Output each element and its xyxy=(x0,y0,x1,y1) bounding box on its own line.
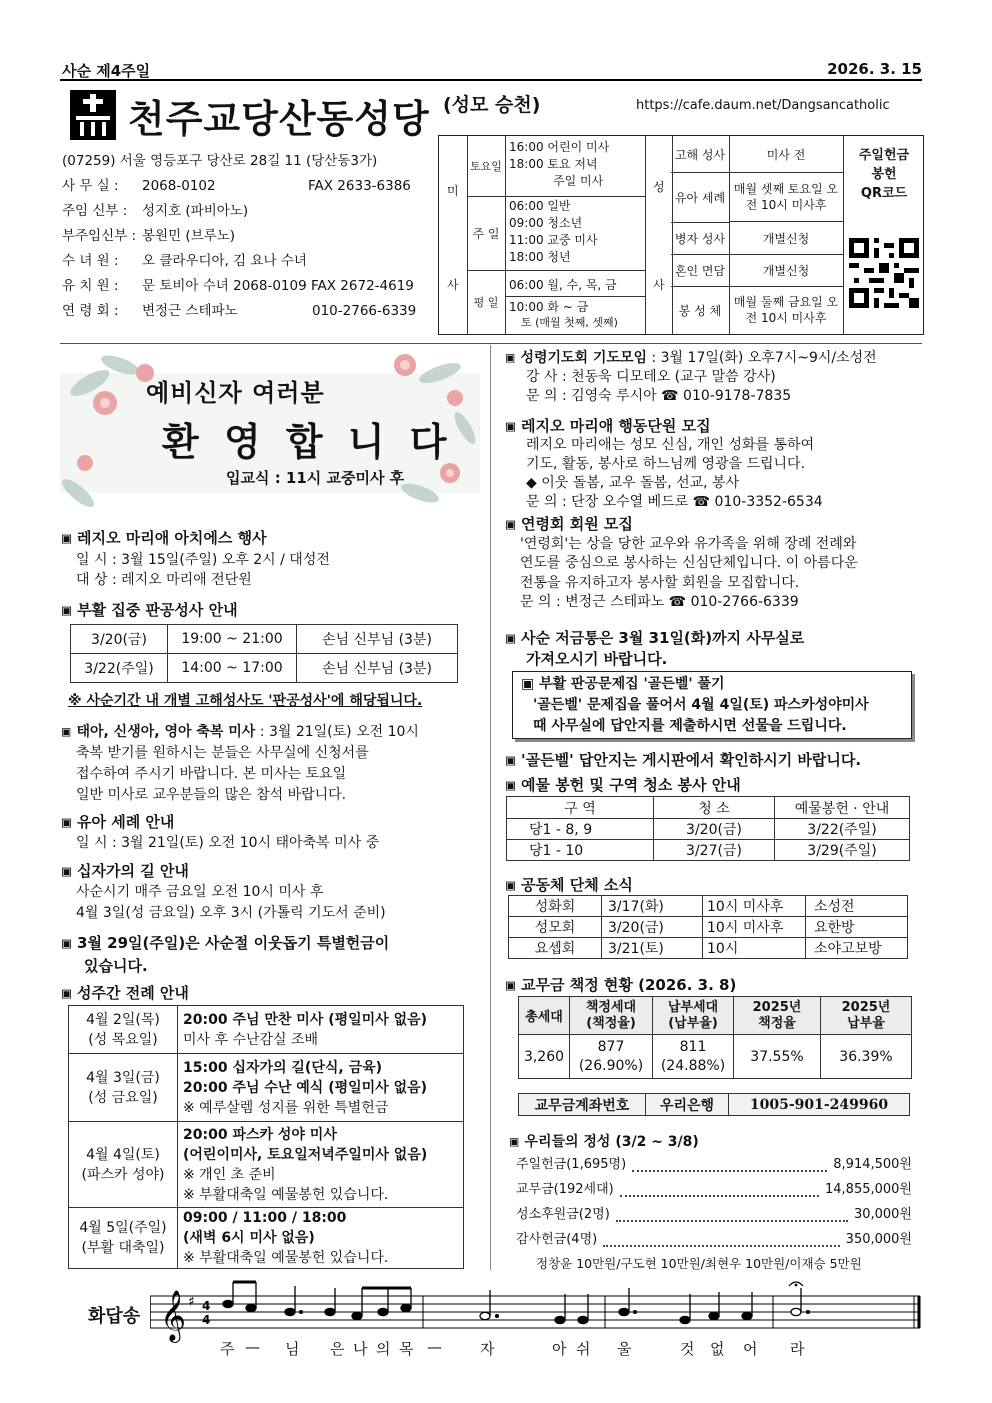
confession-table: 3/20(금) 19:00 ~ 21:00 손님 신부님 (3분) 3/22(주일) 14:00 ~ 17:00 손님 신부님 (3분) xyxy=(70,624,458,683)
address-line: (07259) 서울 영등포구 당산로 28길 11 (당산동3가) xyxy=(62,153,378,169)
column-divider xyxy=(490,345,491,1270)
thanks-donors: 정창윤 10만원/구도현 10만원/최현우 10만원/이재승 5만원 xyxy=(536,1256,862,1271)
lent-box-notice: ▣ 사순 저금통은 3월 31일(화)까지 사무실로 가져오시기 바랍니다. xyxy=(506,629,805,668)
convent-line: 수 녀 원 : 오 클라우디아, 김 요나 수녀 xyxy=(62,253,307,269)
svg-text:♯: ♯ xyxy=(188,1294,195,1310)
sunday-label: 주 일 xyxy=(467,196,506,270)
parish-logo-icon xyxy=(70,90,116,140)
community-table: 성화회 3/17(화) 10시 미사후 소성전 성모회 3/20(금) 10시 미사후 요한방 요셉회 3/21(토) 10시 소야고보방 xyxy=(508,895,908,959)
parish-info xyxy=(62,149,432,324)
spirit-section: ▣ 성령기도회 기도모임 : 3월 17일(화) 오후7시~9시/소성전 강 사 : 천동욱 디모테오 (교구 말씀 강사) 문 의 : 김영숙 루시아 ☎ 010-9178-7835 xyxy=(506,350,877,404)
dues-title: ▣ 교무금 책정 현황 (2026. 3. 8) xyxy=(506,976,737,994)
weekday-mass-2: 10:00 화 ~ 금 토 (매월 첫째, 셋째) xyxy=(509,300,618,329)
account-table: 교무금계좌번호 우리은행 1005-901-249960 xyxy=(518,1093,910,1116)
sacrament-list: 고해 성사 미사 전 유아 세례 매월 셋째 토요일 오전 10시 미사후 병자 성사 개별신청 혼인 면담 개별신청 봉 성 체 매월 둘째 금요일 오전 10시 미사후 xyxy=(671,136,843,334)
psalm-lyrics: 주 — 님 은 나 의 목 — 자 아 쉬 울 것 없 어 라 xyxy=(220,1338,805,1358)
saturday-masses: 16:00 어린이 미사 18:00 토요 저녁 주일 미사 xyxy=(509,140,610,188)
golden-bell-answer: ▣ '골든벨' 답안지는 게시판에서 확인하시기 바랍니다. xyxy=(506,751,862,769)
baptism-section: ▣ 유아 세례 안내 일 시 : 3월 21일(토) 오전 10시 태아축복 미사 중 xyxy=(62,813,380,851)
cross-section: ▣ 십자가의 길 안내 사순시기 매주 금요일 오전 10시 미사 후 4월 3일(성 금요일) 오후 3시 (가톨릭 기도서 준비) xyxy=(62,862,386,921)
holyweek-title: ▣ 성주간 전례 안내 xyxy=(62,984,189,1002)
parish-name: 천주교당산동성당 xyxy=(128,97,430,141)
qr-code-icon[interactable] xyxy=(849,238,919,308)
acies-title: ▣ 레지오 마리애 아치에스 행사 xyxy=(62,529,267,547)
svg-text:𝄞: 𝄞 xyxy=(160,1290,187,1341)
office-line: 사 무 실 : 2068-0102 FAX 2633-6386 xyxy=(62,178,411,194)
psalm-label: 화답송 xyxy=(88,1306,141,1327)
week-label: 사순 제4주일 xyxy=(62,62,151,80)
golden-bell-box: ▣ 부활 판공문제집 '골든벨' 풀기 '골든벨' 문제집을 풀어서 4월 4일(토) 파스카성야미사 때 사무실에 답안지를 제출하시면 선물을 드립니다. xyxy=(512,671,912,739)
holyweek-table: 4월 2일(목) (성 목요일) 20:00 주님 만찬 미사 (평일미사 없음) 미사 후 수난감실 조배 4월 3일(금) (성 금요일) 15:00 십자가의 길(단식, 금육) 20:00 주님 수난 예식 (평일미사 없음) ※ 예루살렘 성지를 위한 특별헌금 4월 4일(토) (파스카 성야) 20:00 파스카 성야 미사 (어린이미사, 토요일저녁주일미사 없음) ※ 개인 초 준비 ※ 부활대축일 예물봉헌 있습니다. 4월 5일(주일) (부활 대축일) 09:00 / 11:00 / 18:00 (새벽 6시 미사 없음) ※ 부활대축일 예물봉헌 있습니다. xyxy=(68,1005,464,1269)
legio-section: ▣ 레지오 마리애 행동단원 모집 레지오 마리애는 성모 신심, 개인 성화를 통하여 기도, 활동, 봉사로 하느님께 영광을 드립니다. ◆ 이웃 돌봄, 교우 돌봄, 선교, 봉사 문 의 : 단장 오수열 베드로 ☎ 010-3352-6534 xyxy=(506,417,823,510)
acies-time: 일 시 : 3월 15일(주일) 오후 2시 / 대성전 xyxy=(76,552,330,568)
dues-table: 총세대 책정세대 (책정율) 납부세대 (납부율) 2025년 책정율 2025년 납부율 3,260 877 (26.90%) 811 (24.88%) 37.55% 36.39% xyxy=(518,996,912,1079)
offering-table: 구 역 청 소 예물봉헌 · 안내 당1 - 8, 9 3/20(금) 3/22(주일) 당1 - 10 3/27(금) 3/29(주일) xyxy=(506,796,910,861)
kindergarten-line: 유 치 원 : 문 토비아 수녀 2068-0109 FAX 2672-4619 xyxy=(62,278,414,294)
special-collection: ▣ 3월 29일(주일)은 사순절 이웃돕기 특별헌금이 있습니다. xyxy=(62,934,390,975)
saturday-label: 토요일 xyxy=(467,136,506,197)
welcome-line3: 입교식 : 11시 교중미사 후 xyxy=(226,469,405,487)
welcome-line1: 예비신자 여러분 xyxy=(146,379,325,407)
blessing-section: ▣ 태아, 신생아, 영아 축복 미사 : 3월 21일(토) 오전 10시 축복 받기를 원하시는 분들은 사무실에 신청서를 접수하여 주시기 바랍니다. 본 미사는 토요일 일반 미사로 교우분들의 많은 참석 바랍니다. xyxy=(62,724,419,803)
mass-side-label: 미 사 xyxy=(439,136,468,334)
acies-target: 대 상 : 레지오 마리애 전단원 xyxy=(76,572,252,588)
community-title: ▣ 공동체 단체 소식 xyxy=(506,876,633,894)
sunday-masses: 06:00 일반 09:00 청소년 11:00 교중 미사 18:00 청년 xyxy=(509,199,598,264)
confession-note: ※ 사순기간 내 개별 고해성사도 '판공성사'에 해당됩니다. xyxy=(68,693,423,709)
giving-title: ▣ 우리들의 정성 (3/2 ~ 3/8) xyxy=(510,1134,699,1150)
offering-title: ▣ 예물 봉헌 및 구역 청소 봉사 안내 xyxy=(506,776,741,794)
weekday-label: 평 일 xyxy=(467,270,506,334)
welcome-banner xyxy=(60,343,480,523)
weekday-mass-1: 06:00 월, 수, 목, 금 xyxy=(509,278,617,292)
sacrament-side-label: 성 사 xyxy=(645,136,673,334)
yeonryeong-section: ▣ 연령회 회원 모집 '연령회'는 상을 당한 교우와 유가족을 위해 장례 전례와 연도를 중심으로 봉사하는 신심단체입니다. 이 아름다운 전통을 유지하고자 봉사할 회원을 모집합니다. 문 의 : 변정근 스테파노 ☎ 010-2766-6339 xyxy=(506,515,858,610)
funeral-line: 연 령 회 : 변정근 스테파노 010-2766-6339 xyxy=(62,303,417,319)
left-column xyxy=(62,527,482,590)
confession-title: ▣ 부활 집중 판공성사 안내 xyxy=(62,601,238,619)
svg-text:4: 4 xyxy=(202,1299,211,1313)
qr-panel: 주일헌금 봉헌 QR코드 xyxy=(843,136,924,334)
parish-patron: (성모 승천) xyxy=(443,94,541,116)
cafe-url[interactable]: https://cafe.daum.net/Dangsancatholic xyxy=(636,98,890,113)
bulletin-date: 2026. 3. 15 xyxy=(827,60,922,78)
mass-schedule xyxy=(438,135,924,335)
pastor-line: 주임 신부 : 성지호 (파비아노) xyxy=(62,203,249,219)
giving-list: 주일헌금(1,695명) 8,914,500원 교무금(192세대) 14,855,000원 성소후원금(2명) 30,000원 감사헌금(4명) 350,000원 xyxy=(516,1157,912,1247)
header-rule xyxy=(60,79,922,81)
welcome-line2: 환 영 합 니 다 xyxy=(162,420,453,464)
svg-text:4: 4 xyxy=(202,1313,211,1327)
assistant-line: 부주임신부 : 봉원민 (브루노) xyxy=(62,228,236,244)
